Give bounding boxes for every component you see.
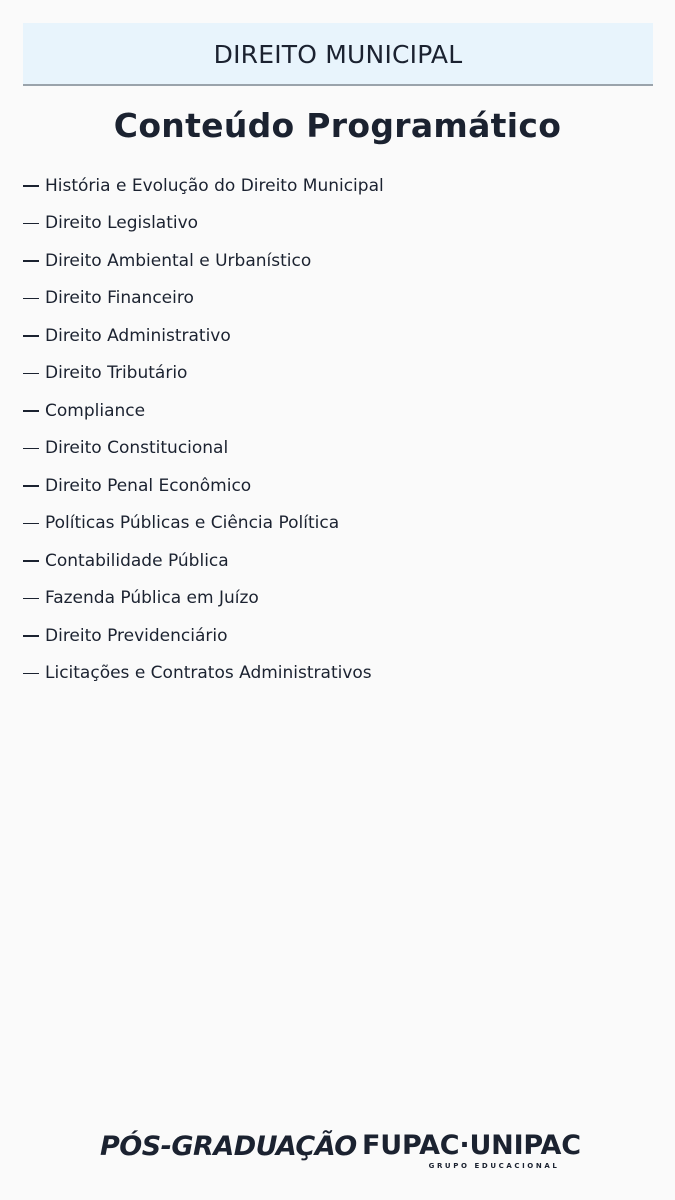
course-title: DIREITO MUNICIPAL <box>213 40 463 69</box>
section-heading: Conteúdo Programático <box>113 106 562 145</box>
topic-label: Direito Legislativo <box>45 213 199 234</box>
dash-bullet-icon <box>23 523 39 525</box>
dash-bullet-icon <box>23 373 39 375</box>
topic-label: Direito Administrativo <box>45 325 231 346</box>
topic-label: Compliance <box>45 400 146 421</box>
topic-item <box>23 505 384 543</box>
topic-item <box>23 430 384 468</box>
dash-bullet-icon <box>23 635 39 637</box>
dash-bullet-icon <box>23 598 39 600</box>
topic-item <box>23 242 384 280</box>
topic-label: Contabilidade Pública <box>45 550 229 571</box>
topic-label: Direito Tributário <box>45 363 188 384</box>
dash-bullet-icon <box>23 673 39 675</box>
topic-label: Direito Previdenciário <box>45 625 228 646</box>
topic-item <box>23 392 384 430</box>
topic-item <box>23 355 384 393</box>
dash-bullet-icon <box>23 260 39 262</box>
topic-item <box>23 580 384 618</box>
topic-label: Direito Penal Econômico <box>45 475 252 496</box>
brand-name: FUPAC·UNIPAC <box>362 1130 581 1161</box>
topic-list <box>23 167 384 692</box>
topic-label: Direito Constitucional <box>45 438 229 459</box>
program-label: PÓS-GRADUAÇÃO <box>100 1131 357 1162</box>
dash-bullet-icon <box>23 335 39 337</box>
brand-logo <box>362 1130 581 1171</box>
topic-item <box>23 542 384 580</box>
topic-item <box>23 167 384 205</box>
dash-bullet-icon <box>23 448 39 450</box>
brand-tagline: GRUPO EDUCACIONAL <box>428 1162 560 1170</box>
topic-item <box>23 280 384 318</box>
dash-bullet-icon <box>23 298 39 300</box>
topic-item <box>23 205 384 243</box>
dash-bullet-icon <box>23 185 39 187</box>
topic-item <box>23 317 384 355</box>
topic-label: Direito Financeiro <box>45 288 194 309</box>
dash-bullet-icon <box>23 485 39 487</box>
dash-bullet-icon <box>23 223 39 225</box>
footer <box>0 1128 675 1178</box>
topic-item <box>23 467 384 505</box>
topic-label: Licitações e Contratos Administrativos <box>45 663 372 684</box>
topic-label: História e Evolução do Direito Municipal <box>45 175 384 196</box>
course-banner <box>23 23 653 86</box>
dash-bullet-icon <box>23 560 39 562</box>
topic-label: Direito Ambiental e Urbanístico <box>45 250 312 271</box>
topic-item <box>23 655 384 693</box>
dash-bullet-icon <box>23 410 39 412</box>
topic-label: Políticas Públicas e Ciência Política <box>45 513 340 534</box>
topic-item <box>23 617 384 655</box>
topic-label: Fazenda Pública em Juízo <box>45 588 259 609</box>
